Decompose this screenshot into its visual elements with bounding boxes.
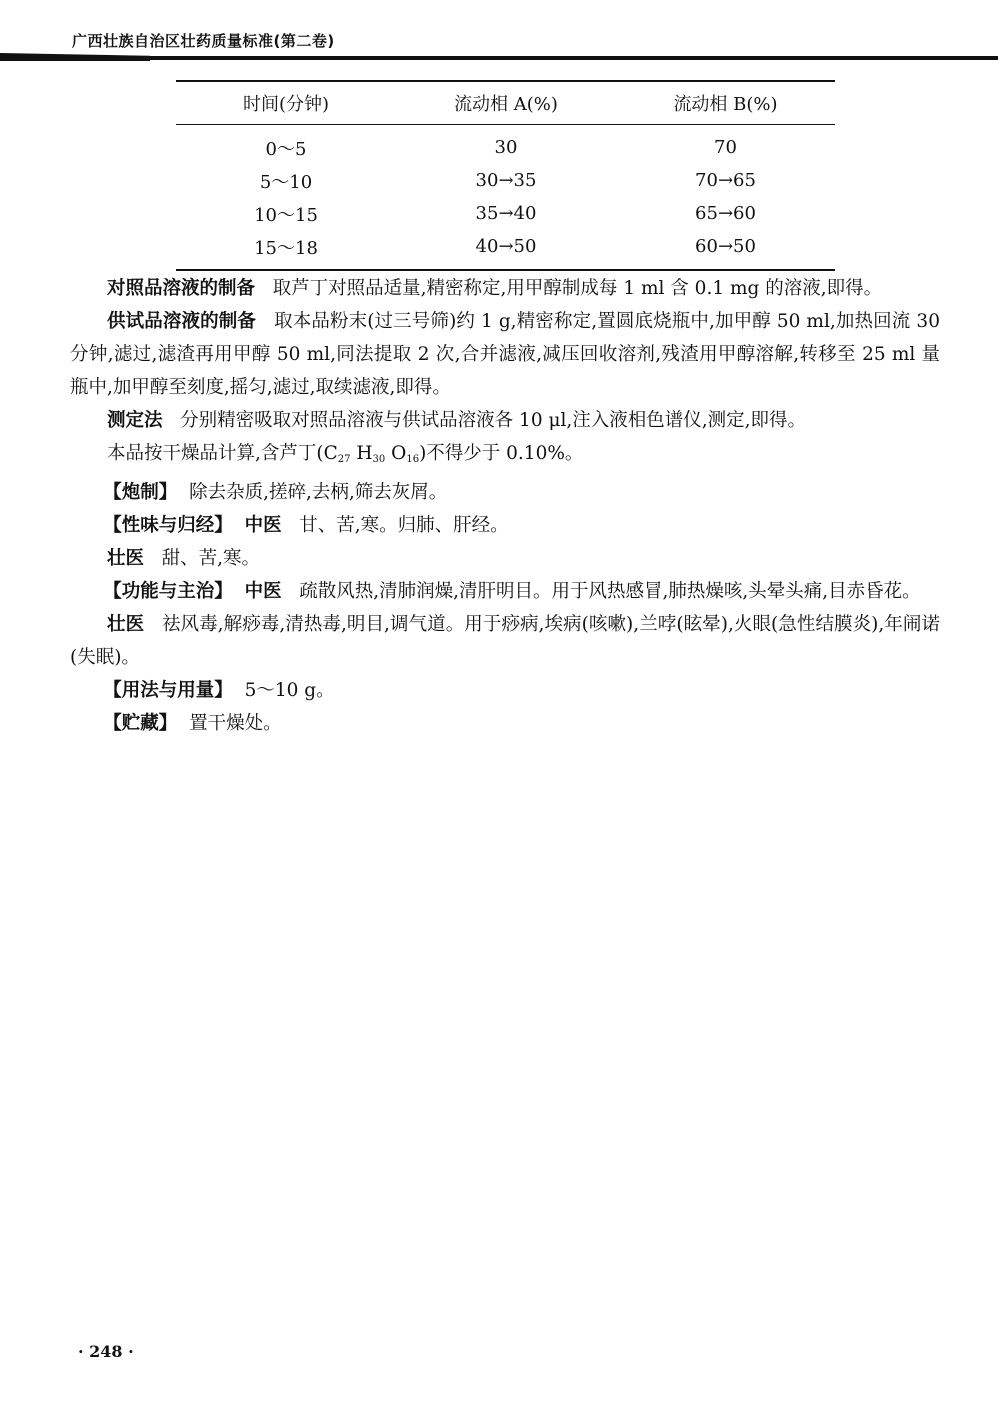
processing-text: 除去杂质,搓碎,去柄,筛去灰屑。 xyxy=(189,482,448,503)
table-cell: 60→50 xyxy=(616,230,835,270)
function-tcm-text: 疏散风热,清肺润燥,清肝明目。用于风热感冒,肺热燥咳,头晕头痛,目赤昏花。 xyxy=(299,581,921,602)
usage-text: 5～10 g。 xyxy=(244,680,335,701)
method-label: 测定法 xyxy=(107,410,163,431)
formula-o: O xyxy=(391,443,407,464)
body-text xyxy=(70,272,940,740)
formula-c-count: 27 xyxy=(337,454,351,465)
content-limit-prefix: 本品按干燥品计算,含芦丁( xyxy=(107,443,324,464)
nature-tcm-tag: 中医 xyxy=(244,515,282,536)
table-cell: 35→40 xyxy=(475,203,537,224)
table-cell: 30 xyxy=(494,137,518,158)
table-header-phase-b: 流动相 B(%) xyxy=(616,81,835,125)
reference-solution-text: 取芦丁对照品适量,精密称定,用甲醇制成每 1 ml 含 0.1 mg 的溶液,即得。 xyxy=(272,278,883,299)
function-zhuang-text: 祛风毒,解痧毒,清热毒,明目,调气道。用于痧病,埃病(咳嗽),兰哱(眩晕),火眼(急性结膜炎),年闹诺(失眠)。 xyxy=(70,614,940,668)
table-cell: 70→65 xyxy=(695,170,756,191)
table-header-time: 时间(分钟) xyxy=(176,81,396,125)
formula xyxy=(324,443,419,464)
method-text: 分别精密吸取对照品溶液与供试品溶液各 10 μl,注入液相色谱仪,测定,即得。 xyxy=(180,410,807,431)
function-tcm-tag: 中医 xyxy=(244,581,282,602)
nature-zhuang-paragraph xyxy=(70,542,940,575)
nature-tcm-text: 甘、苦,寒。归肺、肝经。 xyxy=(299,515,509,536)
nature-zhuang-text: 甜、苦,寒。 xyxy=(161,548,261,569)
storage-label: 【贮藏】 xyxy=(103,713,178,734)
table-cell: 70 xyxy=(714,137,737,158)
table-row xyxy=(176,197,835,230)
formula-h: H xyxy=(356,443,373,464)
table-cell: 40→50 xyxy=(396,230,616,270)
table-cell: 5～10 xyxy=(259,171,313,193)
table-cell: 10～15 xyxy=(254,204,318,226)
function-label: 【功能与主治】 xyxy=(103,581,233,602)
table-cell: 30→35 xyxy=(475,170,537,191)
nature-zhuang-tag: 壮医 xyxy=(107,548,145,569)
function-zhuang-tag: 壮医 xyxy=(107,614,145,635)
formula-h-count: 30 xyxy=(372,454,386,465)
reference-solution-label: 对照品溶液的制备 xyxy=(107,278,256,299)
usage-paragraph xyxy=(70,674,940,707)
formula-o-count: 16 xyxy=(406,454,420,465)
storage-text: 置干燥处。 xyxy=(189,713,282,734)
sample-solution-paragraph xyxy=(70,305,940,404)
sample-solution-text: 取本品粉末(过三号筛)约 1 g,精密称定,置圆底烧瓶中,加甲醇 50 ml,加热回流 30 分钟,滤过,滤渣再用甲醇 50 ml,同法提取 2 次,合并滤液,减压回收溶剂,残渣用甲醇溶解,转移至 25 ml 量瓶中,加甲醇至刻度,摇匀,滤过,取续滤液,即得。 xyxy=(70,311,940,398)
processing-paragraph xyxy=(70,476,940,509)
storage-paragraph xyxy=(70,707,940,740)
table-row xyxy=(176,230,835,270)
nature-label: 【性味与归经】 xyxy=(103,515,233,536)
processing-label: 【炮制】 xyxy=(103,482,178,503)
table-cell: 0～5 xyxy=(265,138,307,160)
table-row xyxy=(176,125,835,165)
function-zhuang-paragraph xyxy=(70,608,940,674)
reference-solution-paragraph xyxy=(70,272,940,305)
table-cell: 65→60 xyxy=(695,203,756,224)
table-cell: 15～18 xyxy=(176,230,396,270)
usage-label: 【用法与用量】 xyxy=(103,680,233,701)
table-header-phase-a: 流动相 A(%) xyxy=(396,81,616,125)
page-number: · 248 · xyxy=(78,1342,134,1361)
function-paragraph xyxy=(70,575,940,608)
table-row xyxy=(176,164,835,197)
sample-solution-label: 供试品溶液的制备 xyxy=(107,311,257,332)
header-rule xyxy=(0,56,998,60)
nature-paragraph xyxy=(70,509,940,542)
gradient-table xyxy=(176,80,835,271)
content-limit-suffix: )不得少于 0.10%。 xyxy=(419,443,584,464)
formula-c: C xyxy=(323,443,338,464)
running-head-title: 广西壮族自治区壮药质量标准(第二卷) xyxy=(72,32,335,50)
method-paragraph xyxy=(70,404,940,437)
content-limit-paragraph xyxy=(70,437,940,476)
table-header-row xyxy=(176,81,835,125)
